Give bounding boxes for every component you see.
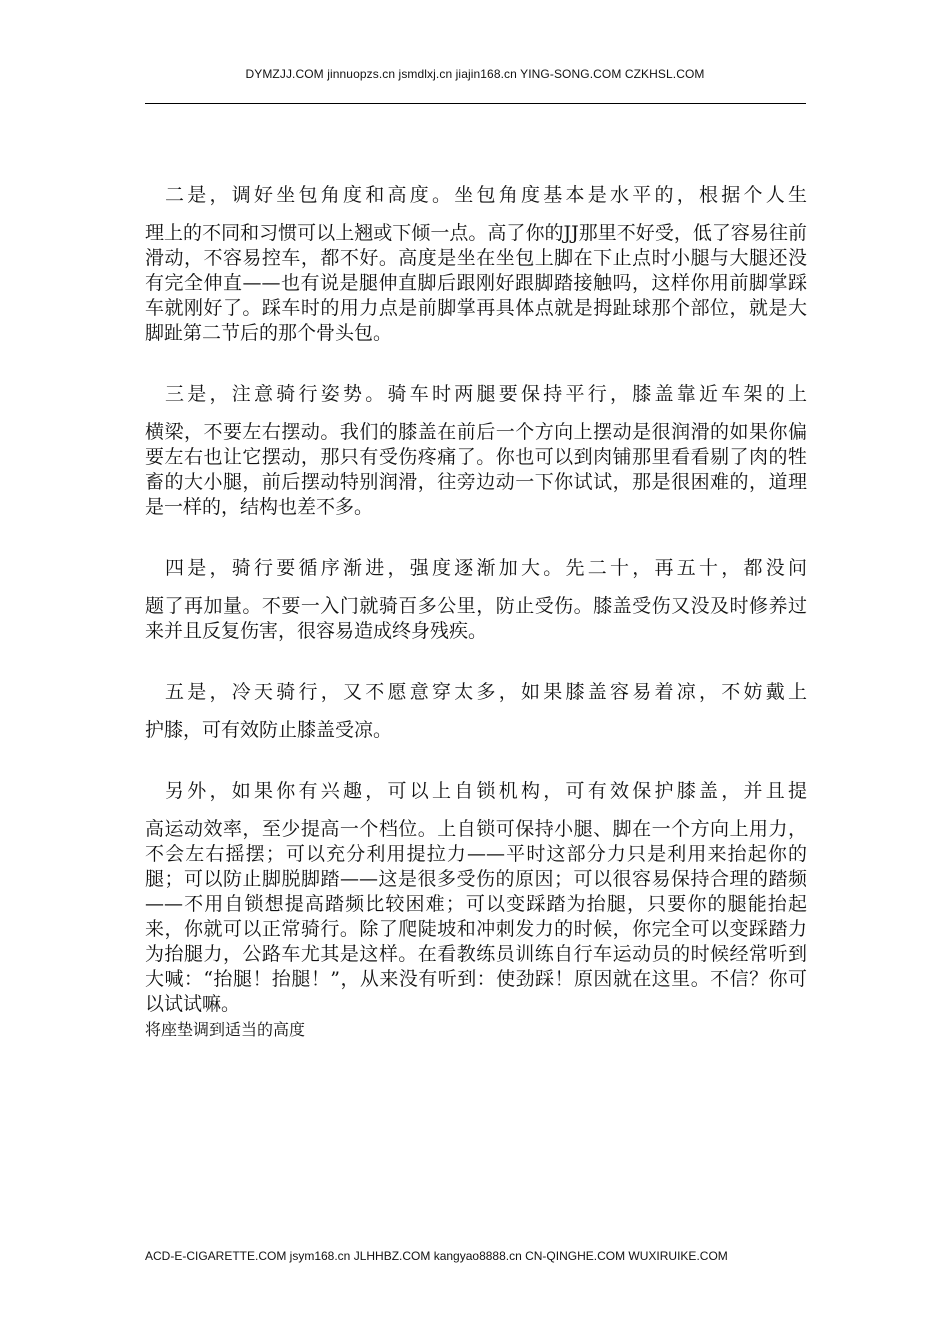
- paragraph-first-line: 三是，注意骑行姿势。骑车时两腿要保持平行，膝盖靠近车架的上: [165, 383, 807, 405]
- paragraph-text: 横梁，不要左右摆动。我们的膝盖在前后一个方向上摆动是很润滑的如果你偏要左右也让它摆动，那只有受伤疼痛了。你也可以到肉铺那里看看剔了肉的牲畜的大小腿，前后摆动特别润滑，往旁边动一下你试试，那是很困难的，道理是一样的，结构也差不多。: [145, 421, 807, 518]
- page-footer-links: ACD-E-CIGARETTE.COM jsym168.cn JLHHBZ.COM kangyao8888.cn CN-QINGHE.COM WUXIRUIKE.COM: [145, 1249, 728, 1263]
- paragraph-seat-angle-height: [145, 183, 807, 346]
- paragraph-first-line: 五是，冷天骑行，又不愿意穿太多，如果膝盖容易着凉，不妨戴上: [165, 681, 807, 703]
- paragraph-text: 护膝，可有效防止膝盖受凉。: [145, 719, 393, 741]
- paragraph-first-line: 四是，骑行要循序渐进，强度逐渐加大。先二十，再五十，都没问: [165, 557, 807, 579]
- paragraph-clipless-pedals: [145, 779, 807, 1017]
- paragraph-text: 理上的不同和习惯可以上翘或下倾一点。高了你的JJ那里不好受，低了容易往前滑动，不容易控车，都不好。高度是坐在坐包上脚在下止点时小腿与大腿还没有完全伸直——也有说是腿伸直脚后跟刚好跟脚踏接触吗，这样你用前脚掌踩车就刚好了。踩车时的用力点是前脚掌再具体点就是拇趾球那个部位，就是大脚趾第二节后的那个骨头包。: [145, 222, 807, 344]
- image-caption: 将座垫调到适当的高度: [145, 1020, 306, 1039]
- paragraph-cold-weather: [145, 680, 807, 743]
- paragraph-text: 题了再加量。不要一入门就骑百多公里，防止受伤。膝盖受伤又没及时修养过来并且反复伤害，很容易造成终身残疾。: [145, 595, 807, 642]
- paragraph-riding-posture: [145, 382, 807, 520]
- paragraph-text: 高运动效率，至少提高一个档位。上自锁可保持小腿、脚在一个方向上用力，不会左右摇摆；可以充分利用提拉力——平时这部分力只是利用来抬起你的腿；可以防止脚脱脚踏——这是很多受伤的原因；可以很容易保持合理的踏频——不用自锁想提高踏频比较困难；可以变踩踏为抬腿，只要你的腿能抬起来，你就可以正常骑行。除了爬陡坡和冲刺发力的时候，你完全可以变踩踏力为抬腿力，公路车尤其是这样。在看教练员训练自行车运动员的时候经常听到大喊：“抬腿！抬腿！”，从来没有听到：使劲踩！原因就在这里。不信？你可以试试嘛。: [145, 818, 807, 1015]
- paragraph-first-line: 二是，调好坐包角度和高度。坐包角度基本是水平的，根据个人生: [165, 184, 807, 206]
- document-body: [145, 183, 807, 1041]
- page-header-links: DYMZJJ.COM jinnuopzs.cn jsmdlxj.cn jiajin168.cn YING-SONG.COM CZKHSL.COM: [245, 67, 705, 81]
- paragraph-gradual-progress: [145, 556, 807, 644]
- header-divider: [145, 103, 806, 104]
- paragraph-first-line: 另外，如果你有兴趣，可以上自锁机构，可有效保护膝盖，并且提: [165, 780, 807, 802]
